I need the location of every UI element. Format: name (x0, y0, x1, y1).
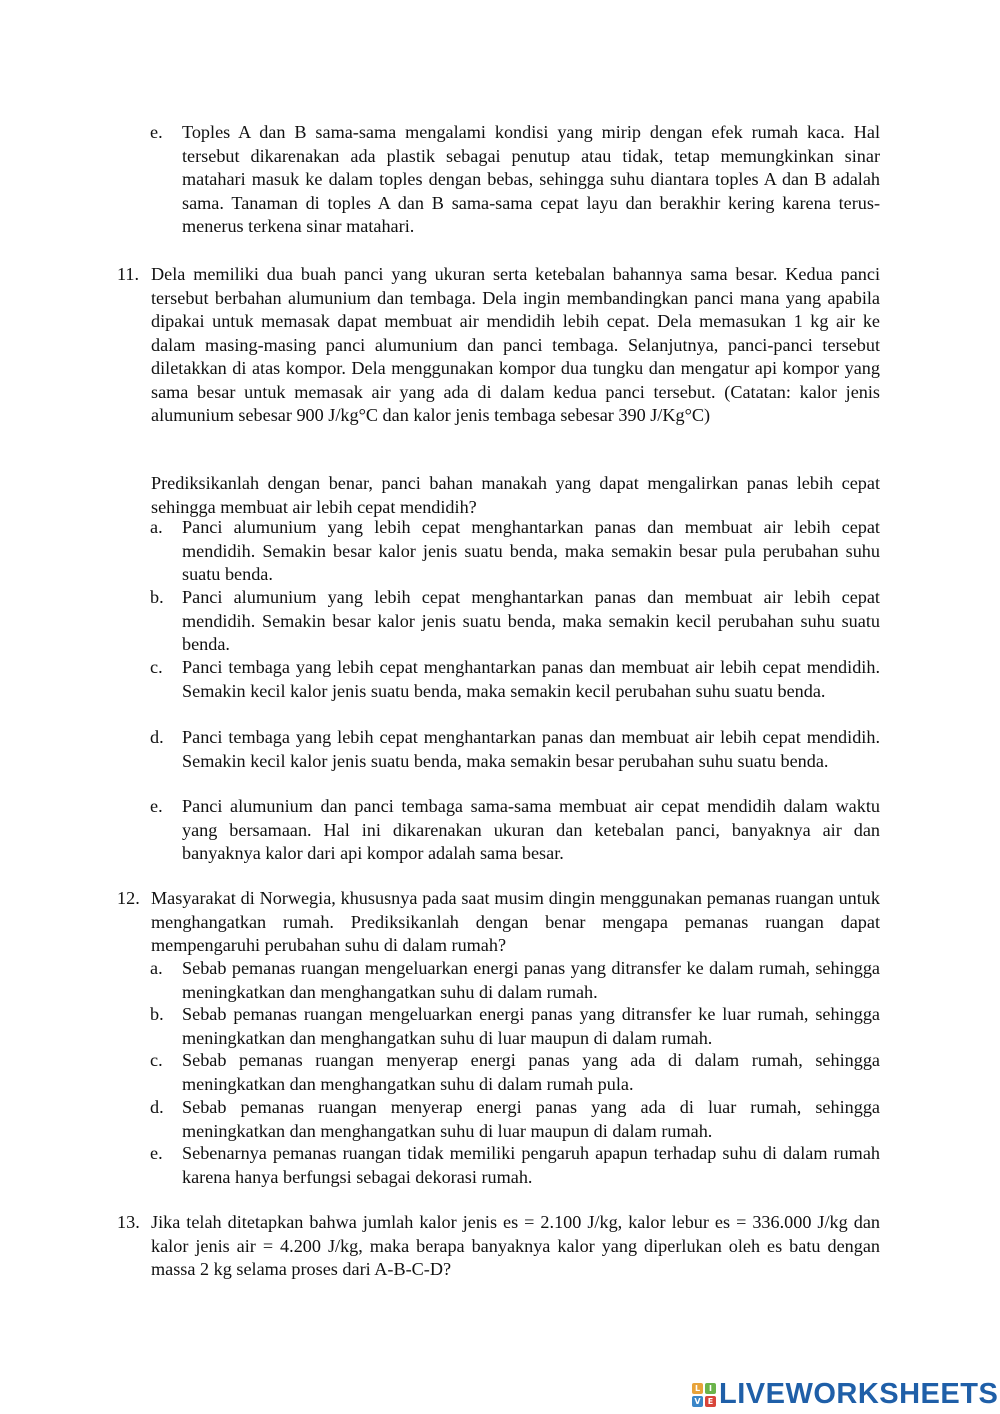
question-number: 12. (117, 888, 140, 908)
option-label: c. (150, 657, 163, 677)
q12-option-c (150, 1049, 880, 1096)
logo-letter: E (705, 1396, 716, 1407)
question-text: Masyarakat di Norwegia, khususnya pada saat musim dingin menggunakan pemanas ruangan untuk menghangatkan rumah. Prediksikanlah dengan benar mengapa pemanas ruangan dapat mempengaruhi perubahan suhu di dalam rumah? (151, 888, 880, 955)
option-text: Sebab pemanas ruangan mengeluarkan energi panas yang ditransfer ke luar rumah, sehingga meningkatkan dan menghangatkan suhu di luar maupun di dalam rumah. (182, 1004, 880, 1048)
q11-option-b (150, 586, 880, 657)
logo-letter: V (692, 1396, 703, 1407)
option-text: Sebab pemanas ruangan menyerap energi panas yang ada di dalam rumah, sehingga meningkatkan dan menghangatkan suhu di dalam rumah pula. (182, 1050, 880, 1094)
logo-letter: L (692, 1383, 703, 1394)
option-label: b. (150, 1004, 164, 1024)
q12-option-e (150, 1142, 880, 1189)
q11-option-d (150, 726, 880, 773)
option-label: e. (150, 796, 163, 816)
option-text: Panci tembaga yang lebih cepat menghantarkan panas dan membuat air lebih cepat mendidih. Semakin kecil kalor jenis suatu benda, maka semakin kecil perubahan suhu suatu benda. (182, 657, 880, 701)
question-11-prompt: Prediksikanlah dengan benar, panci bahan manakah yang dapat mengalirkan panas lebih cepat sehingga membuat air lebih cepat mendidih? (151, 473, 880, 517)
question-text: Dela memiliki dua buah panci yang ukuran serta ketebalan bahannya sama besar. Kedua panci tersebut berbahan alumunium dan tembaga. Dela ingin membandingkan panci mana yang apabila dipakai untuk memasak dapat membuat air mendidih lebih cepat. Dela memasukan 1 kg air ke dalam masing-masing panci alumunium dan panci tembaga. Selanjutnya, panci-panci tersebut diletakkan di atas kompor. Dela menggunakan kompor dua tungku dan mengatur api kompor yang sama besar untuk memasak air yang ada di dalam kedua panci tersebut. (Catatan: kalor jenis alumunium sebesar 900 J/kg°C dan kalor jenis tembaga sebesar 390 J/Kg°C) (151, 264, 880, 425)
option-label: a. (150, 517, 163, 537)
option-text: Toples A dan B sama-sama mengalami kondisi yang mirip dengan efek rumah kaca. Hal tersebut dikarenakan ada plastik sebagai penutup atau tidak, tetap memungkinkan sinar matahari masuk ke dalam toples dengan bebas, sehingga suhu diantara toples A dan B adalah sama. Tanaman di toples A dan B sama-sama cepat layu dan berakhir kering karena terus-menerus terkena sinar matahari. (182, 122, 880, 236)
option-label: c. (150, 1050, 163, 1070)
q12-option-d (150, 1096, 880, 1143)
liveworksheets-grid-icon (692, 1383, 716, 1407)
q12-option-b (150, 1003, 880, 1050)
question-11-stem (117, 263, 880, 428)
option-label: b. (150, 587, 164, 607)
option-label: d. (150, 727, 164, 747)
q11-option-e (150, 795, 880, 866)
question-12-stem (117, 887, 880, 958)
option-text: Panci alumunium dan panci tembaga sama-sama membuat air cepat mendidih dalam waktu yang bersamaan. Hal ini dikarenakan ukuran dan ketebalan panci, banyaknya air dan banyaknya kalor dari api kompor adalah sama besar. (182, 796, 880, 863)
option-text: Sebab pemanas ruangan mengeluarkan energi panas yang ditransfer ke dalam rumah, sehingga meningkatkan dan menghangatkan suhu di dalam rumah. (182, 958, 880, 1002)
q11-option-c (150, 656, 880, 703)
option-label: e. (150, 1143, 163, 1163)
option-text: Sebenarnya pemanas ruangan tidak memiliki pengaruh apapun terhadap suhu di dalam rumah karena hanya berfungsi sebagai dekorasi rumah. (182, 1143, 880, 1187)
question-13-stem (117, 1211, 880, 1282)
question-number: 13. (117, 1212, 140, 1232)
option-text: Sebab pemanas ruangan menyerap energi panas yang ada di luar rumah, sehingga meningkatkan dan menghangatkan suhu di luar maupun di dalam rumah. (182, 1097, 880, 1141)
option-label: e. (150, 122, 163, 142)
question-number: 11. (117, 264, 140, 284)
option-label: a. (150, 958, 163, 978)
q11-option-a (150, 516, 880, 587)
q12-option-a (150, 957, 880, 1004)
question-text: Jika telah ditetapkan bahwa jumlah kalor jenis es = 2.100 J/kg, kalor lebur es = 336.000 J/kg dan kalor jenis air = 4.200 J/kg, maka berapa banyaknya kalor yang diperlukan oleh es batu dengan massa 2 kg selama proses dari A-B-C-D? (151, 1212, 880, 1279)
liveworksheets-logo (692, 1377, 998, 1413)
option-text: Panci alumunium yang lebih cepat menghantarkan panas dan membuat air lebih cepat mendidih. Semakin besar kalor jenis suatu benda, maka semakin besar pula perubahan suhu suatu benda. (182, 517, 880, 584)
logo-letter: I (705, 1383, 716, 1394)
brand-name: LIVEWORKSHEETS (719, 1378, 999, 1411)
q10-option-e (150, 121, 880, 239)
option-text: Panci alumunium yang lebih cepat menghantarkan panas dan membuat air lebih cepat mendidih. Semakin besar kalor jenis suatu benda, maka semakin kecil perubahan suhu suatu benda. (182, 587, 880, 654)
option-text: Panci tembaga yang lebih cepat menghantarkan panas dan membuat air lebih cepat mendidih. Semakin kecil kalor jenis suatu benda, maka semakin besar perubahan suhu suatu benda. (182, 727, 880, 771)
option-label: d. (150, 1097, 164, 1117)
